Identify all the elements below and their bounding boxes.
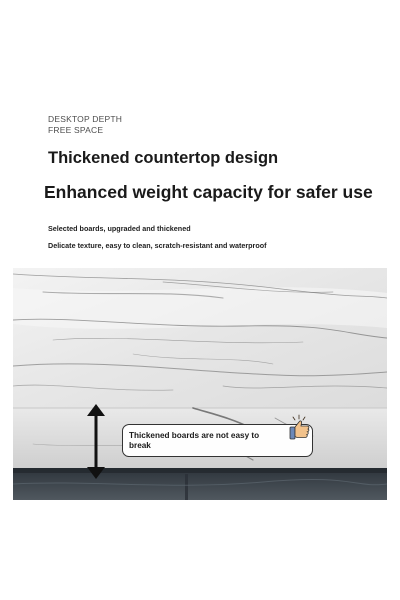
feature-2: Delicate texture, easy to clean, scratch-resistant and waterproof bbox=[48, 241, 267, 250]
feature-1: Selected boards, upgraded and thickened bbox=[48, 224, 191, 233]
callout-bubble bbox=[122, 424, 313, 457]
section-tag bbox=[48, 114, 122, 136]
thumbs-up-icon bbox=[288, 413, 312, 443]
section-tag-line-1: DESKTOP DEPTH bbox=[48, 114, 123, 124]
callout-text: Thickened boards are not easy to break bbox=[129, 431, 260, 450]
section-tag-line-2: FREE SPACE bbox=[48, 125, 104, 135]
countertop-photo bbox=[13, 268, 387, 500]
headline: Thickened countertop design bbox=[48, 149, 279, 167]
subheadline: Enhanced weight capacity for safer use bbox=[44, 182, 373, 202]
